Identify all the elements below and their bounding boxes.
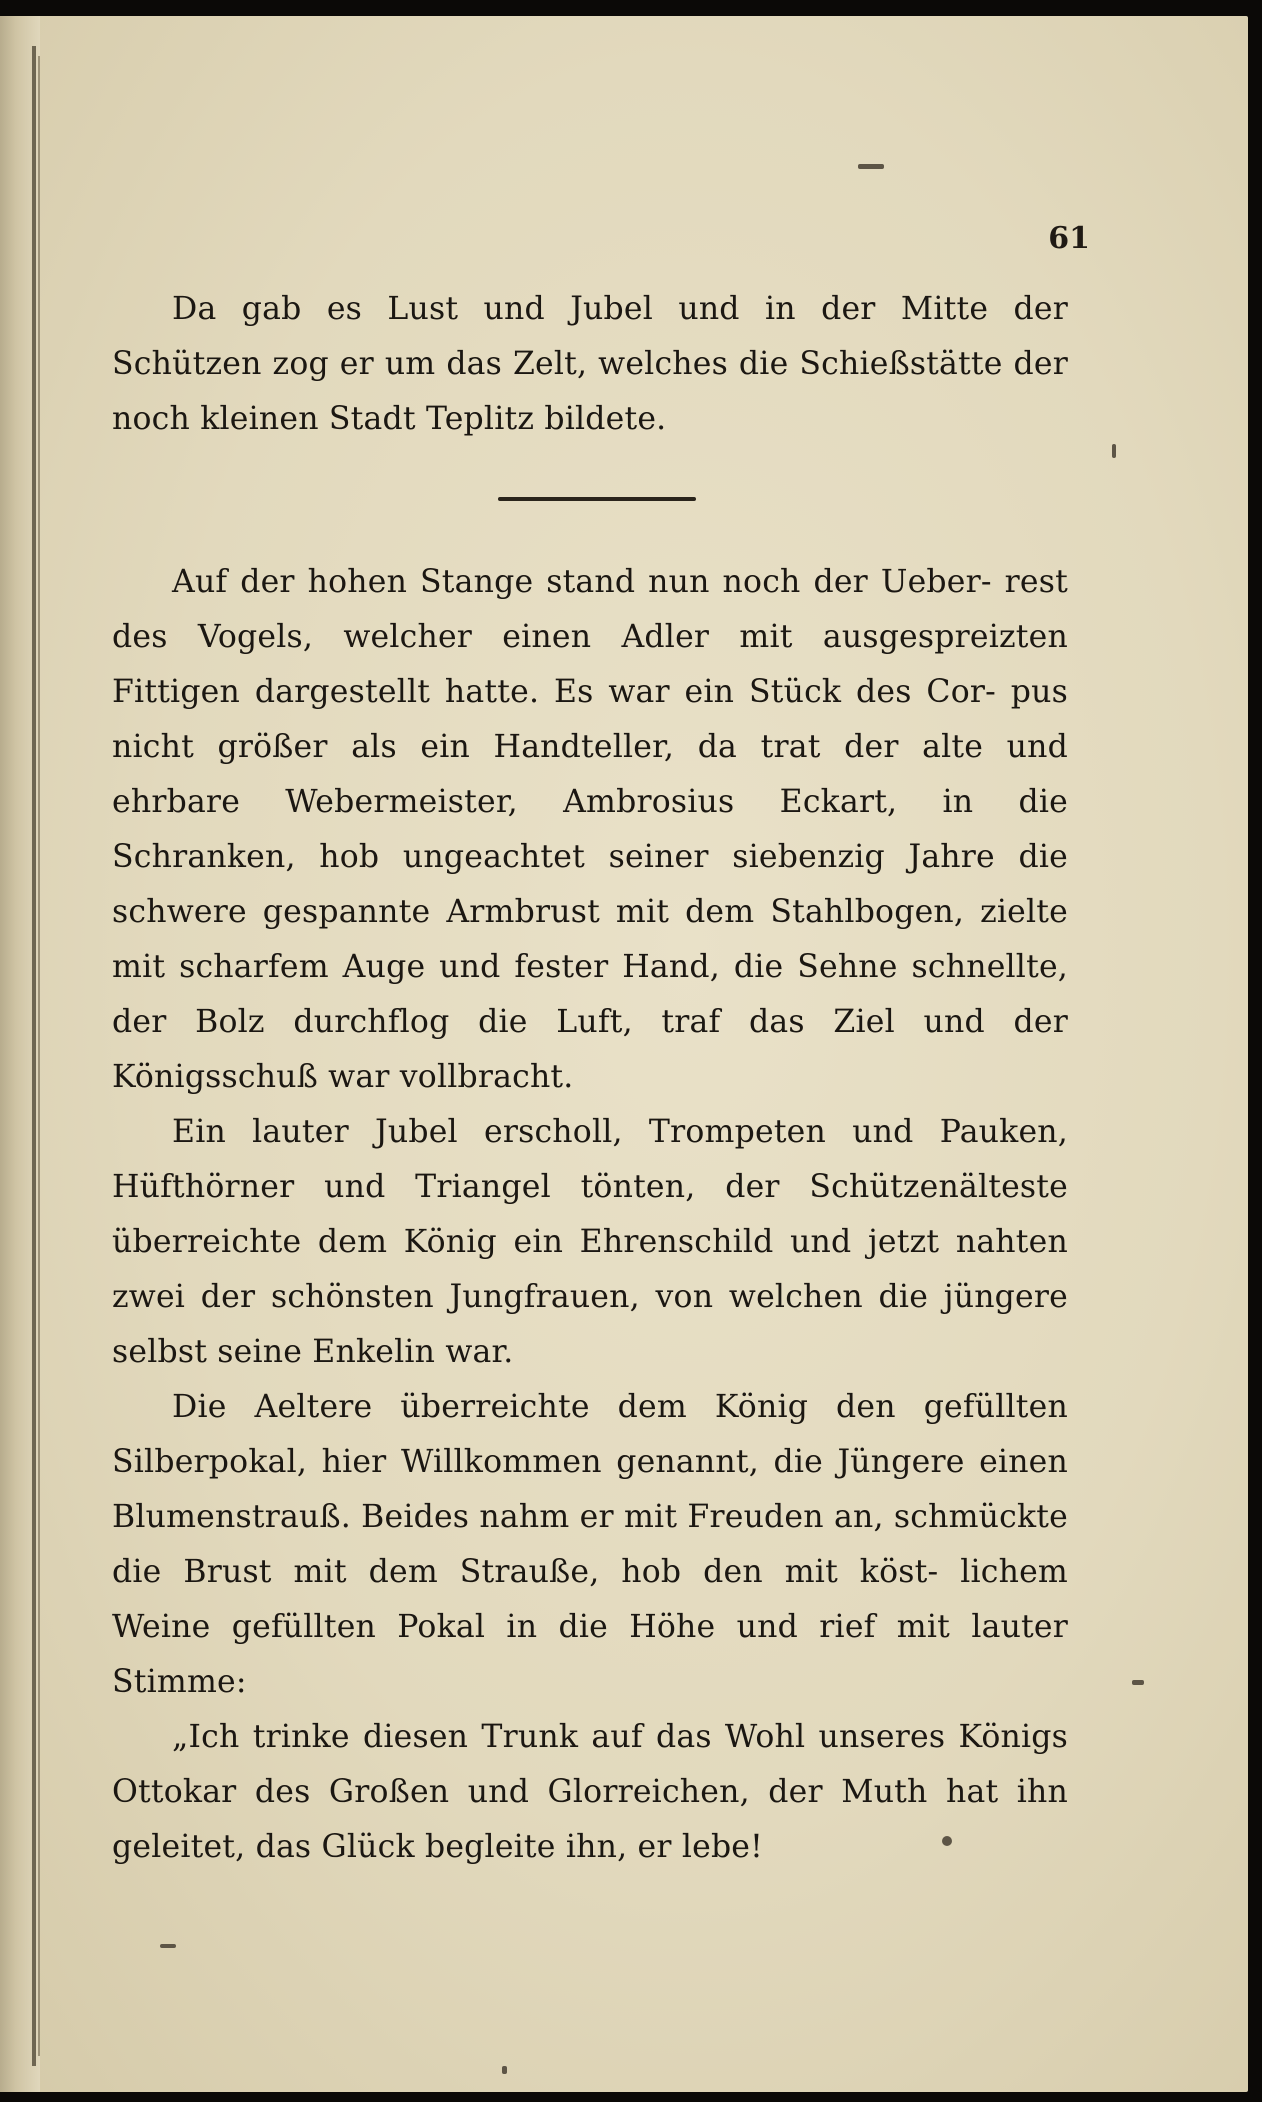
text-line: Königsschuß war vollbracht. (112, 1059, 574, 1095)
text-line: schwere gespannte Armbrust mit dem Stahlbogen, zielte (112, 894, 1068, 930)
scan-speck (160, 1944, 176, 1948)
text-line: Silberpokal, hier Willkommen genannt, die Jüngere (112, 1444, 965, 1480)
text-line: Königs Ottokar des Großen und Glorreichen, der (112, 1719, 1068, 1810)
gutter-line (38, 56, 40, 2056)
paragraph-4 (112, 1380, 1068, 1710)
text-line: der Bolz durchflog die Luft, traf das Ziel und der (112, 1004, 1068, 1040)
text-line: selbst seine Enkelin war. (112, 1334, 514, 1370)
text-line: mit scharfem Auge und fester Hand, die Sehne schnellte, (112, 949, 1068, 985)
paragraph-1 (112, 282, 1068, 447)
text-line: pus nicht größer als ein Handteller, da trat der alte (112, 674, 1068, 765)
text-line: lauter Stimme: (112, 1609, 1069, 1700)
scan-speck (858, 164, 884, 169)
text-line: Die Aeltere überreichte dem König den gefüllten (172, 1389, 1068, 1425)
scan-speck (502, 2066, 507, 2074)
text-line: und ehrbare Webermeister, Ambrosius Eckart, in die (112, 729, 1068, 820)
divider-rule (498, 497, 696, 501)
scan-speck (1132, 1680, 1144, 1685)
text-line: Ein lauter Jubel erscholl, Trompeten und Pauken, (172, 1114, 1068, 1150)
text-line: schmückte die Brust mit dem Strauße, hob den mit köst- (112, 1499, 1068, 1590)
text-line: zwei der schönsten Jungfrauen, von welchen die jüngere (112, 1279, 1068, 1315)
paragraph-2 (112, 555, 1068, 1105)
text-line: Muth hat ihn geleitet, das Glück begleite ihn, er lebe! (112, 1774, 1069, 1865)
text-line: Da gab es Lust und Jubel und in der Mitte der (172, 291, 1068, 327)
text-line: überreichte dem König ein Ehrenschild und jetzt nahten (112, 1224, 1068, 1260)
book-page (0, 16, 1248, 2092)
page-number: 61 (1048, 221, 1090, 256)
text-line: rest des Vogels, welcher einen Adler mit ausgespreizten (112, 564, 1068, 655)
body-text (112, 282, 1068, 1875)
text-line: der noch kleinen Stadt Teplitz bildete. (112, 346, 1068, 437)
paragraph-5 (112, 1710, 1068, 1875)
scan-speck (1112, 444, 1116, 458)
section-divider (112, 447, 1068, 555)
text-line: Auf der hohen Stange stand nun noch der Ueber- (172, 564, 992, 600)
text-line: Schützen zog er um das Zelt, welches die Schießstätte (112, 346, 1003, 382)
gutter-line (32, 46, 36, 2066)
text-line: Fittigen dargestellt hatte. Es war ein Stück des Cor- (112, 674, 996, 710)
text-line: Hüfthörner und Triangel tönten, der Schützenälteste (112, 1169, 1068, 1205)
text-line: lichem Weine gefüllten Pokal in die Höhe und rief mit (112, 1554, 1068, 1645)
text-line: Schranken, hob ungeachtet seiner siebenzig Jahre die (112, 839, 1068, 875)
paragraph-3 (112, 1105, 1068, 1380)
text-line: einen Blumenstrauß. Beides nahm er mit Freuden an, (112, 1444, 1069, 1535)
scan-border (0, 0, 510, 16)
text-line: „Ich trinke diesen Trunk auf das Wohl unseres (172, 1719, 946, 1755)
